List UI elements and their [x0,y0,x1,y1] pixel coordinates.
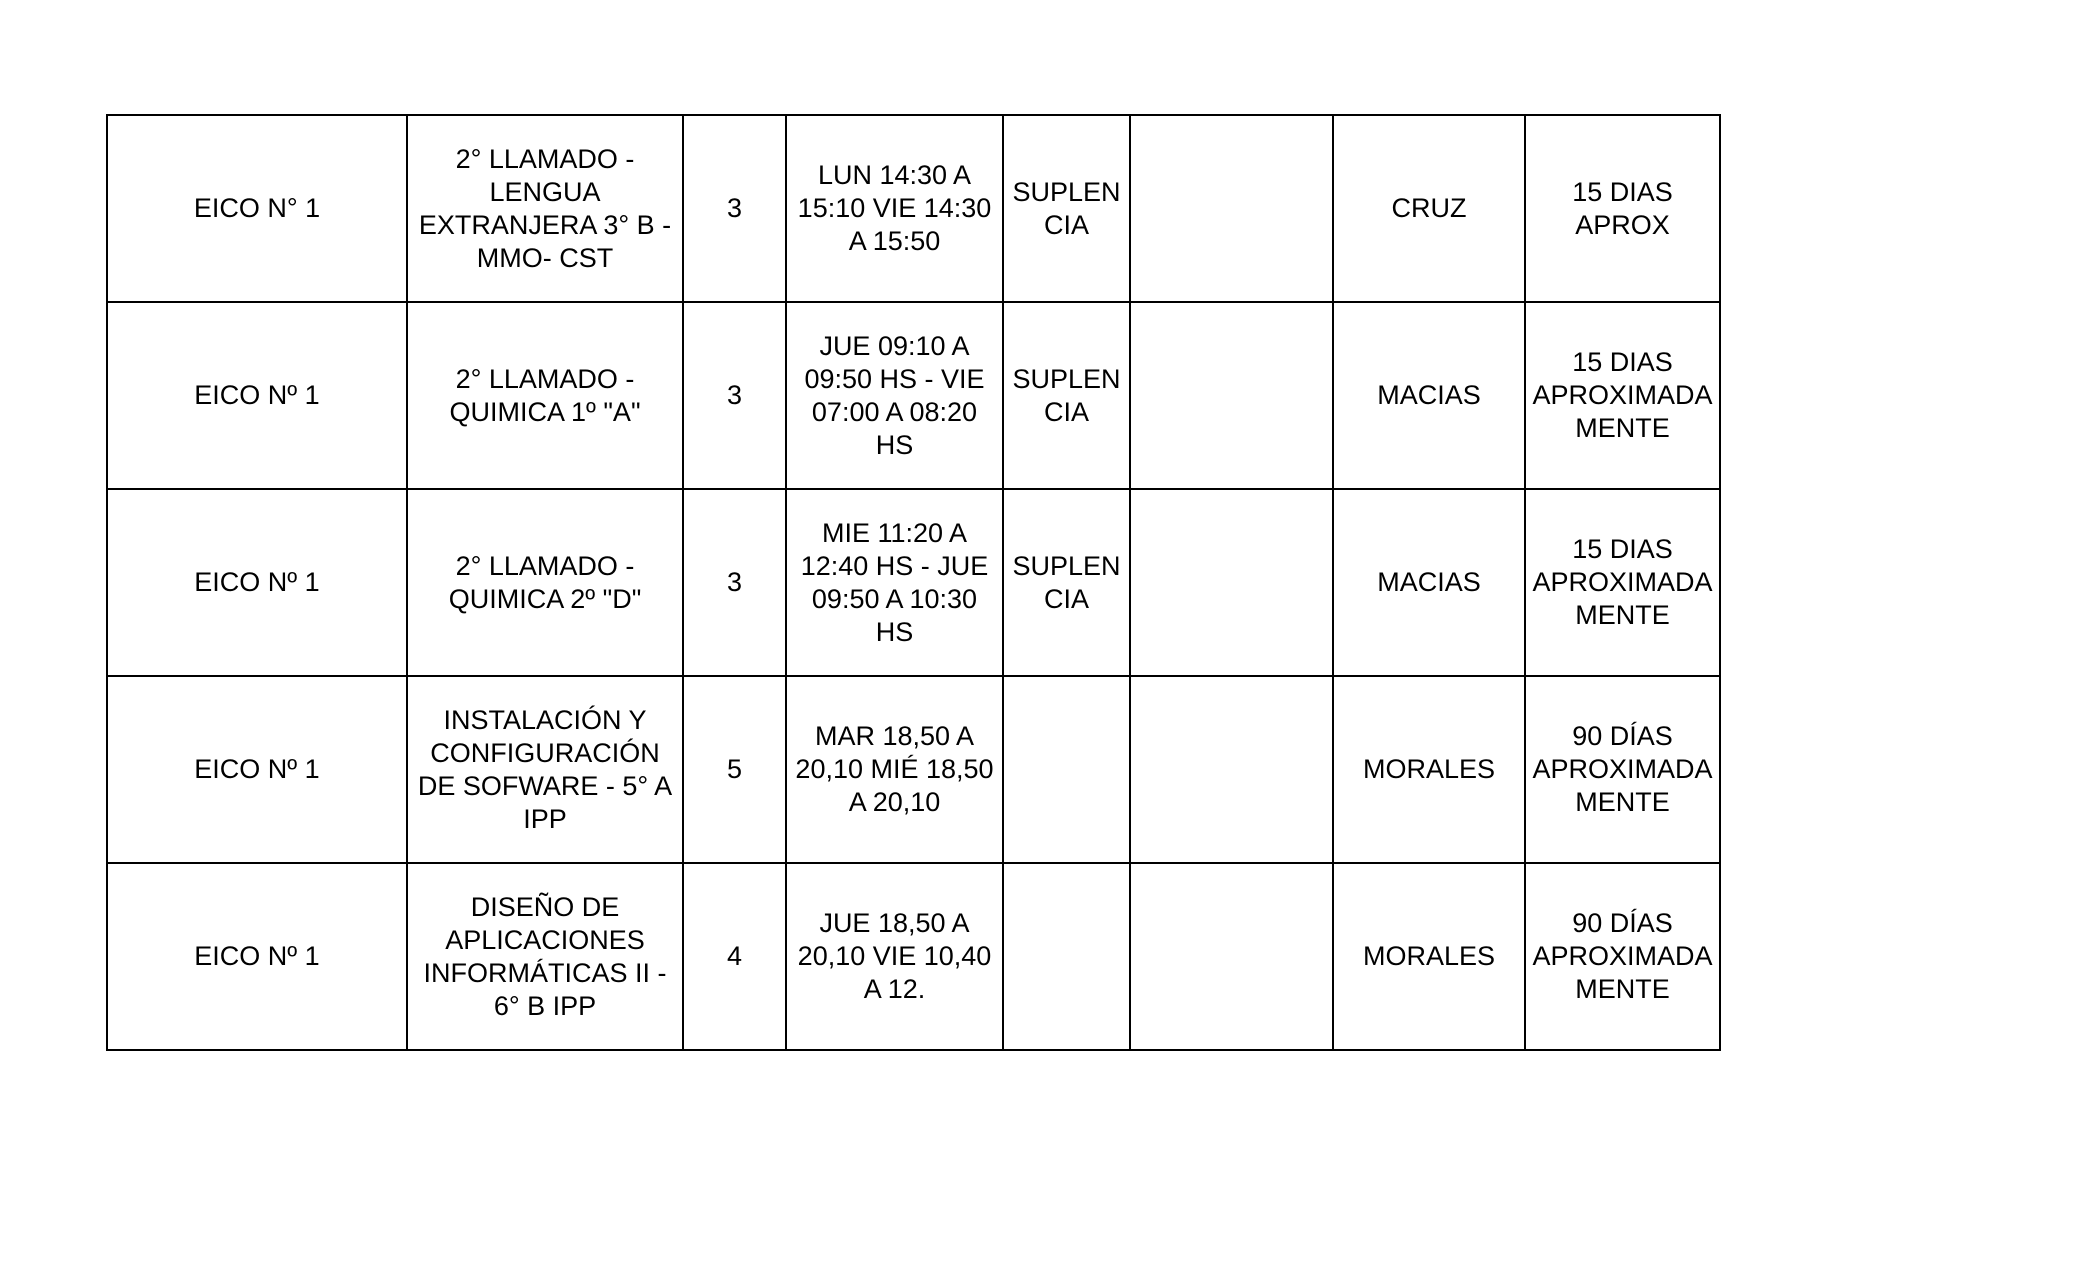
hours-cell: 4 [683,863,786,1050]
empty-cell [1130,489,1333,676]
table-row [107,302,1720,489]
schedule-cell: MIE 11:20 A 12:40 HS - JUE 09:50 A 10:30 HS [786,489,1003,676]
table-row [107,489,1720,676]
empty-cell [1130,302,1333,489]
schedule-cell: JUE 09:10 A 09:50 HS - VIE 07:00 A 08:20 HS [786,302,1003,489]
school-cell: EICO Nº 1 [107,302,407,489]
type-cell: SUPLEN CIA [1003,302,1130,489]
schedule-cell: MAR 18,50 A 20,10 MIÉ 18,50 A 20,10 [786,676,1003,863]
name-cell: MORALES [1333,863,1525,1050]
duration-cell: 90 DÍAS APROXIMADA MENTE [1525,676,1720,863]
type-cell [1003,863,1130,1050]
name-cell: MORALES [1333,676,1525,863]
assignments-table [106,114,1721,1051]
type-cell: SUPLEN CIA [1003,115,1130,302]
school-cell: EICO Nº 1 [107,489,407,676]
hours-cell: 5 [683,676,786,863]
subject-cell: 2° LLAMADO - QUIMICA 2º "D" [407,489,683,676]
type-cell [1003,676,1130,863]
duration-cell: 90 DÍAS APROXIMADA MENTE [1525,863,1720,1050]
school-cell: EICO Nº 1 [107,676,407,863]
empty-cell [1130,115,1333,302]
subject-cell: INSTALACIÓN Y CONFIGURACIÓN DE SOFWARE - 5° A IPP [407,676,683,863]
empty-cell [1130,676,1333,863]
type-cell: SUPLEN CIA [1003,489,1130,676]
duration-cell: 15 DIAS APROXIMADA MENTE [1525,489,1720,676]
table-row [107,863,1720,1050]
hours-cell: 3 [683,302,786,489]
name-cell: MACIAS [1333,302,1525,489]
school-cell: EICO Nº 1 [107,863,407,1050]
hours-cell: 3 [683,489,786,676]
table-row [107,676,1720,863]
hours-cell: 3 [683,115,786,302]
subject-cell: 2° LLAMADO - LENGUA EXTRANJERA 3° B - MMO- CST [407,115,683,302]
schedule-cell: JUE 18,50 A 20,10 VIE 10,40 A 12. [786,863,1003,1050]
duration-cell: 15 DIAS APROX [1525,115,1720,302]
schedule-cell: LUN 14:30 A 15:10 VIE 14:30 A 15:50 [786,115,1003,302]
subject-cell: 2° LLAMADO - QUIMICA 1º "A" [407,302,683,489]
duration-cell: 15 DIAS APROXIMADA MENTE [1525,302,1720,489]
name-cell: MACIAS [1333,489,1525,676]
school-cell: EICO N° 1 [107,115,407,302]
table-row [107,115,1720,302]
empty-cell [1130,863,1333,1050]
subject-cell: DISEÑO DE APLICACIONES INFORMÁTICAS II - 6° B IPP [407,863,683,1050]
name-cell: CRUZ [1333,115,1525,302]
